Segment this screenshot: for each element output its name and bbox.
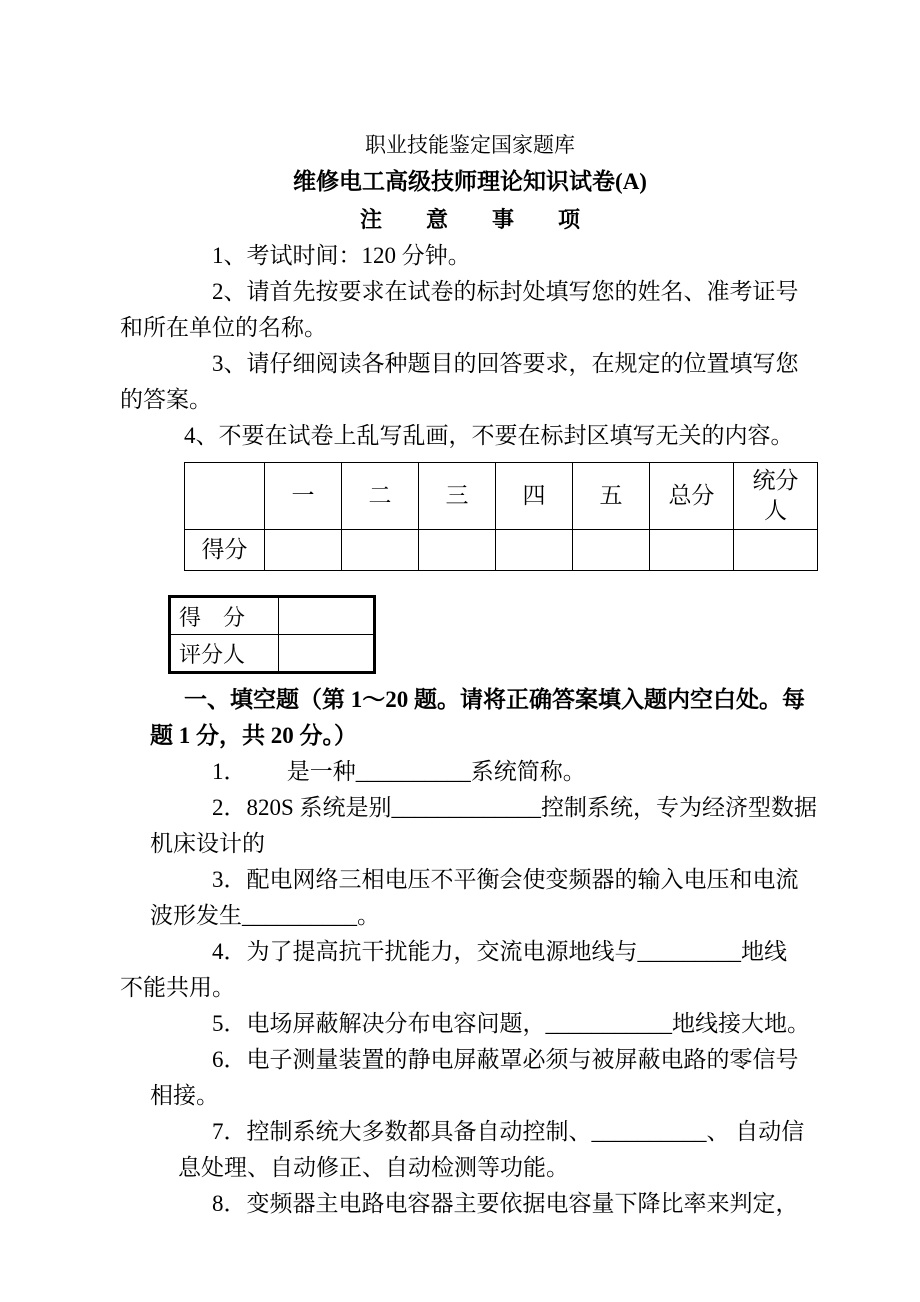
fill-blank-item: 1． 是一种__________系统简称。 [212,759,586,784]
score-table-header-cell: 三 [419,463,496,530]
fill-blank-item: 4．为了提高抗干扰能力，交流电源地线与_________地线 [212,939,787,964]
grade-box-value-cell [279,635,375,673]
section-heading: 题 1 分，共 20 分。） [150,723,357,748]
grade-box [168,595,376,674]
score-table-header-cell: 总分 [650,463,734,530]
fill-blank-item: 8．变频器主电路电容器主要依据电容量下降比率来判定， [212,1191,799,1216]
score-table-header-cell: 五 [573,463,650,530]
fill-blank-item: 息处理、自动修正、自动检测等功能。 [178,1155,569,1180]
fill-blank-item: 机床设计的 [150,831,265,856]
score-table-header-cell: 四 [496,463,573,530]
score-input-cell [573,530,650,571]
score-table-header-cell: 二 [342,463,419,530]
fill-blank-item: 3．配电网络三相电压不平衡会使变频器的输入电压和电流 [212,867,799,892]
fill-blank-item: 波形发生__________。 [150,903,380,928]
score-input-cell [496,530,573,571]
fill-blank-item: 相接。 [150,1083,219,1108]
doc-title-notice: 注 意 事 项 [359,207,580,232]
score-table-header-cell [185,463,265,530]
doc-title-bank: 职业技能鉴定国家题库 [365,133,575,157]
score-row-label: 得分 [185,530,265,571]
grade-box-row [170,635,375,673]
score-table [184,462,818,571]
fill-blank-item: 不能共用。 [120,975,235,1000]
score-input-cell [734,530,818,571]
notice-line: 2、请首先按要求在试卷的标封处填写您的姓名、准考证号 [212,279,799,304]
score-table-data-row [185,530,818,571]
grade-box-label: 得 分 [170,597,279,635]
score-input-cell [265,530,342,571]
score-table-header-row [185,463,818,530]
score-input-cell [342,530,419,571]
notice-line: 4、不要在试卷上乱写乱画，不要在标封区填写无关的内容。 [184,423,794,448]
grade-box-row [170,597,375,635]
fill-blank-item: 5．电场屏蔽解决分布电容问题，___________地线接大地。 [212,1011,810,1036]
score-input-cell [650,530,734,571]
score-table-header-cell: 统分人 [734,463,818,530]
score-input-cell [419,530,496,571]
notice-line: 的答案。 [120,387,212,412]
fill-blank-item: 2．820S 系统是别_____________控制系统，专为经济型数据 [212,795,818,820]
fill-blank-item: 6．电子测量装置的静电屏蔽罩必须与被屏蔽电路的零信号 [212,1047,799,1072]
fill-blank-item: 7．控制系统大多数都具备自动控制、__________、 自动信 [212,1119,805,1144]
notice-line: 1、考试时间：120 分钟。 [212,243,471,268]
grade-box-label: 评分人 [170,635,279,673]
doc-title-paper: 维修电工高级技师理论知识试卷(A) [293,169,647,194]
grade-box-value-cell [279,597,375,635]
notice-line: 3、请仔细阅读各种题目的回答要求，在规定的位置填写您 [212,351,799,376]
notice-line: 和所在单位的名称。 [120,315,327,340]
section-heading: 一、填空题（第 1～20 题。请将正确答案填入题内空白处。每 [184,687,805,712]
score-table-header-cell: 一 [265,463,342,530]
